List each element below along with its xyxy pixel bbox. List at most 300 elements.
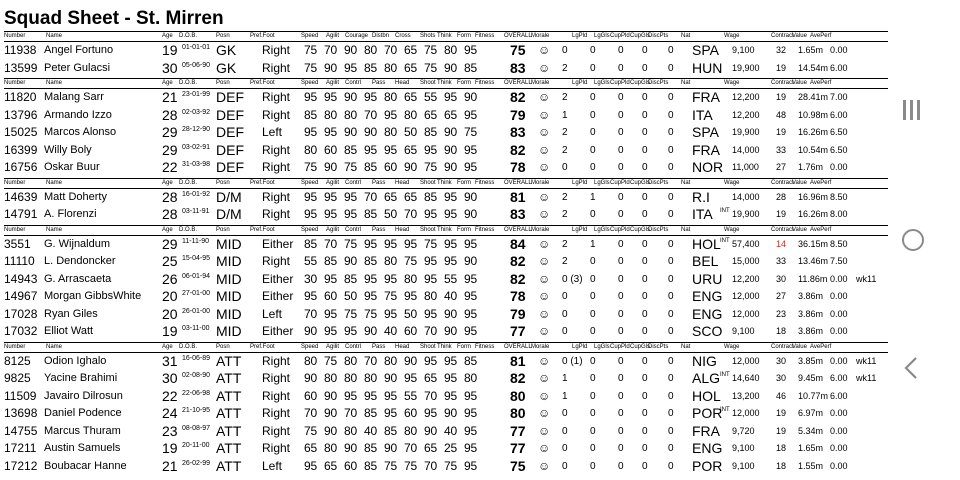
player-aveperf: 6.00 bbox=[830, 62, 848, 73]
player-attribute: 65 bbox=[404, 60, 417, 75]
player-overall: 78 bbox=[510, 159, 526, 175]
player-value: 1.65m bbox=[798, 45, 824, 55]
international-marker: INT bbox=[720, 372, 730, 378]
player-row[interactable] bbox=[4, 423, 888, 441]
player-age: 21 bbox=[162, 89, 178, 105]
back-icon[interactable] bbox=[898, 355, 924, 381]
player-dob: 27-01-00 bbox=[182, 290, 211, 297]
player-row[interactable] bbox=[4, 189, 888, 207]
player-attribute: 65 bbox=[424, 441, 437, 455]
cup-played: 0 bbox=[618, 425, 624, 437]
player-name[interactable]: Armando Izzo bbox=[44, 108, 112, 121]
column-header: Cross bbox=[395, 33, 411, 39]
player-position: MID bbox=[216, 270, 242, 287]
league-played: 2 bbox=[562, 92, 568, 103]
international-marker: INT bbox=[720, 208, 730, 214]
cup-played: 0 bbox=[618, 408, 624, 419]
player-name[interactable]: Willy Boly bbox=[44, 143, 92, 156]
player-dob: 28-12-90 bbox=[182, 126, 211, 133]
cup-played: 0 bbox=[618, 109, 624, 121]
cup-played: 0 bbox=[618, 390, 624, 402]
league-goals: 0 bbox=[590, 127, 596, 138]
column-header: LgGls bbox=[594, 226, 610, 233]
column-header: Pref.Foot bbox=[250, 226, 275, 233]
column-header: Distbn bbox=[372, 33, 390, 39]
player-name[interactable]: Oskar Buur bbox=[44, 161, 100, 173]
column-header: D.O.B. bbox=[179, 343, 198, 350]
column-header: DiscPts bbox=[648, 33, 669, 39]
cup-played: 0 bbox=[618, 355, 624, 367]
column-header: Age bbox=[162, 226, 173, 233]
player-attribute: 95 bbox=[364, 271, 377, 286]
player-row[interactable] bbox=[4, 159, 888, 177]
column-header: CupPld bbox=[610, 179, 630, 186]
column-header: CupGls bbox=[630, 226, 651, 233]
player-attribute: 65 bbox=[324, 458, 337, 473]
player-aveperf: 0.00 bbox=[830, 162, 848, 172]
column-header: CupGls bbox=[630, 179, 651, 186]
player-nationality: HOL bbox=[692, 235, 721, 252]
player-nationality: ITA bbox=[692, 106, 713, 123]
column-header: Number bbox=[4, 226, 26, 233]
player-attribute: 95 bbox=[444, 207, 457, 221]
discipline-points: 0 bbox=[668, 109, 674, 121]
column-header: Head bbox=[395, 226, 410, 233]
column-header: AvePerf bbox=[810, 179, 832, 186]
player-attribute: 70 bbox=[304, 306, 317, 321]
player-attribute: 70 bbox=[424, 388, 437, 403]
player-attribute: 95 bbox=[444, 353, 457, 368]
player-attribute: 80 bbox=[384, 90, 397, 104]
league-played: 2 bbox=[562, 256, 568, 267]
player-attribute: 95 bbox=[424, 306, 437, 321]
player-nationality: SPA bbox=[692, 124, 719, 140]
cup-played: 0 bbox=[618, 273, 624, 285]
player-attribute: 95 bbox=[344, 60, 357, 75]
column-header: Form bbox=[457, 226, 471, 233]
league-played: 2 bbox=[562, 209, 568, 220]
player-attribute: 95 bbox=[304, 207, 317, 221]
player-foot: Either bbox=[262, 271, 294, 286]
player-position: ATT bbox=[216, 370, 242, 386]
column-header: Wage bbox=[724, 80, 740, 86]
player-name[interactable]: Javairo Dilrosun bbox=[44, 389, 123, 402]
column-header: Age bbox=[162, 33, 173, 39]
player-name[interactable]: G. Arrascaeta bbox=[44, 272, 112, 285]
player-age: 22 bbox=[162, 159, 178, 175]
cup-played: 0 bbox=[618, 256, 624, 267]
column-header: Pref.Foot bbox=[250, 33, 275, 39]
column-header: Think bbox=[437, 179, 452, 186]
player-contract: 32 bbox=[776, 45, 787, 55]
player-dob: 02-08-90 bbox=[182, 372, 211, 379]
player-row[interactable] bbox=[4, 405, 888, 423]
page-title: Squad Sheet - St. Mirren bbox=[4, 8, 224, 29]
league-played: 2 bbox=[562, 62, 568, 74]
player-row[interactable] bbox=[4, 206, 888, 224]
player-aveperf: 0.00 bbox=[830, 443, 848, 453]
player-overall: 83 bbox=[510, 124, 526, 140]
player-attribute: 95 bbox=[444, 371, 457, 385]
column-header: AvePerf bbox=[810, 343, 832, 350]
morale-icon: ☺ bbox=[538, 353, 551, 368]
column-header: Speed bbox=[301, 226, 319, 233]
player-nationality: BEL bbox=[692, 253, 719, 269]
player-attribute: 90 bbox=[424, 423, 437, 438]
player-attribute: 95 bbox=[324, 306, 337, 321]
player-row[interactable] bbox=[4, 236, 888, 254]
player-value: 6.97m bbox=[798, 408, 824, 418]
column-header: Shoot bbox=[420, 80, 436, 86]
cup-played: 0 bbox=[618, 127, 624, 138]
player-contract: 14 bbox=[776, 238, 787, 249]
player-name[interactable]: Marcos Alonso bbox=[44, 126, 117, 138]
player-name[interactable]: Morgan GibbsWhite bbox=[44, 290, 142, 302]
column-header: Pass bbox=[372, 226, 386, 233]
player-row[interactable] bbox=[4, 288, 888, 306]
player-attribute: 75 bbox=[344, 236, 357, 251]
player-nationality: POR bbox=[692, 405, 723, 421]
league-played: 0 (1) bbox=[562, 355, 583, 367]
player-name[interactable]: Marcus Thuram bbox=[44, 424, 121, 437]
player-attribute: 95 bbox=[324, 271, 337, 286]
player-contract: 27 bbox=[776, 162, 787, 172]
player-attribute: 55 bbox=[444, 271, 457, 286]
column-header: Speed bbox=[301, 33, 319, 39]
player-row[interactable] bbox=[4, 353, 888, 371]
player-dob: 11-11-90 bbox=[182, 237, 209, 245]
player-overall: 84 bbox=[510, 235, 526, 252]
player-attribute: 70 bbox=[364, 353, 377, 368]
player-value: 1.65m bbox=[798, 443, 824, 453]
player-foot: Right bbox=[262, 423, 291, 438]
player-name[interactable]: A. Florenzi bbox=[44, 208, 97, 220]
player-row[interactable] bbox=[4, 42, 888, 60]
player-number: 17032 bbox=[4, 324, 38, 338]
player-attribute: 90 bbox=[464, 207, 477, 221]
column-header: Number bbox=[4, 179, 26, 186]
player-position: DEF bbox=[216, 89, 244, 105]
player-contract: 19 bbox=[776, 209, 787, 219]
player-row[interactable] bbox=[4, 458, 888, 476]
player-attribute: 65 bbox=[404, 90, 417, 104]
player-row[interactable] bbox=[4, 60, 888, 78]
column-header: Value bbox=[792, 179, 807, 186]
player-wage: 14,000 bbox=[732, 191, 760, 202]
player-overall: 83 bbox=[510, 59, 526, 76]
player-attribute: 95 bbox=[384, 107, 397, 122]
player-name[interactable]: G. Wijnaldum bbox=[44, 237, 111, 250]
column-header: Contrl bbox=[345, 226, 362, 233]
player-attribute: 80 bbox=[364, 371, 377, 385]
player-nationality: NIG bbox=[692, 352, 717, 369]
player-attribute: 75 bbox=[444, 458, 457, 473]
player-dob: 02-03-92 bbox=[182, 108, 211, 116]
player-attribute: 95 bbox=[444, 254, 457, 268]
league-goals: 0 bbox=[590, 162, 596, 173]
player-row[interactable] bbox=[4, 107, 888, 125]
player-aveperf: 0.00 bbox=[830, 408, 848, 418]
player-foot: Either bbox=[262, 289, 294, 303]
column-header: Fitness bbox=[475, 226, 495, 233]
player-attribute: 85 bbox=[304, 236, 317, 251]
league-goals: 1 bbox=[590, 238, 596, 250]
player-nationality: URU bbox=[692, 270, 723, 287]
column-header: Posn bbox=[216, 343, 230, 350]
recents-icon[interactable] bbox=[903, 100, 921, 120]
player-attribute: 90 bbox=[384, 371, 397, 385]
player-attribute: 90 bbox=[344, 125, 357, 139]
player-name[interactable]: Odion Ighalo bbox=[44, 354, 107, 367]
column-header: Speed bbox=[301, 80, 319, 86]
player-name[interactable]: Matt Doherty bbox=[44, 190, 107, 203]
league-played: 1 bbox=[562, 109, 568, 121]
player-dob: 01-01-01 bbox=[182, 44, 211, 51]
player-number: 16756 bbox=[4, 160, 38, 174]
league-goals: 0 bbox=[590, 92, 596, 103]
player-attribute: 65 bbox=[404, 142, 417, 157]
player-attribute: 70 bbox=[324, 236, 337, 251]
morale-icon: ☺ bbox=[538, 60, 551, 75]
league-played: 0 bbox=[562, 443, 568, 454]
morale-icon: ☺ bbox=[538, 324, 551, 338]
player-contract: 19 bbox=[776, 92, 787, 102]
player-attribute: 95 bbox=[324, 207, 337, 221]
player-attribute: 90 bbox=[304, 324, 317, 338]
player-foot: Right bbox=[262, 189, 291, 204]
player-number: 9825 bbox=[4, 371, 31, 385]
player-name[interactable]: Malang Sarr bbox=[44, 91, 104, 103]
player-attribute: 85 bbox=[304, 107, 317, 122]
column-header: Nat bbox=[681, 226, 691, 233]
column-header-row bbox=[4, 226, 888, 236]
column-header: Value bbox=[792, 33, 807, 39]
player-foot: Right bbox=[262, 107, 291, 122]
column-header: OVERALL bbox=[504, 226, 532, 233]
morale-icon: ☺ bbox=[538, 160, 551, 174]
player-group bbox=[4, 78, 888, 177]
column-header: Name bbox=[46, 80, 63, 86]
player-position: D/M bbox=[216, 206, 242, 222]
player-attribute: 95 bbox=[364, 142, 377, 157]
player-attribute: 70 bbox=[424, 458, 437, 473]
player-contract: 18 bbox=[776, 326, 787, 336]
column-header: AvePerf bbox=[810, 80, 832, 86]
morale-icon: ☺ bbox=[538, 289, 551, 303]
player-attribute: 95 bbox=[464, 43, 477, 57]
player-row[interactable] bbox=[4, 440, 888, 458]
player-number: 13796 bbox=[4, 107, 38, 122]
player-attribute: 80 bbox=[344, 423, 357, 438]
player-foot: Right bbox=[262, 441, 291, 455]
league-played: 0 bbox=[562, 308, 568, 320]
player-aveperf: 0.00 bbox=[830, 291, 848, 301]
player-age: 26 bbox=[162, 270, 178, 287]
player-dob: 21-10-95 bbox=[182, 407, 211, 414]
player-contract: 19 bbox=[776, 62, 787, 73]
player-name[interactable]: Ryan Giles bbox=[44, 307, 98, 320]
player-row[interactable] bbox=[4, 323, 888, 341]
player-overall: 80 bbox=[510, 387, 526, 404]
discipline-points: 0 bbox=[668, 425, 674, 437]
player-aveperf: 6.00 bbox=[830, 390, 848, 401]
column-header: Fitness bbox=[475, 80, 495, 86]
player-value: 13.46m bbox=[798, 256, 829, 266]
player-attribute: 95 bbox=[444, 388, 457, 403]
player-attribute: 80 bbox=[404, 107, 417, 122]
cup-goals: 0 bbox=[642, 326, 648, 337]
discipline-points: 0 bbox=[668, 209, 674, 220]
column-header: DiscPts bbox=[648, 343, 669, 350]
player-foot: Right bbox=[262, 388, 291, 403]
cup-played: 0 bbox=[618, 62, 624, 74]
player-aveperf: 7.00 bbox=[830, 92, 848, 102]
player-attribute: 95 bbox=[384, 306, 397, 321]
player-dob: 05-06-90 bbox=[182, 61, 211, 69]
player-attribute: 75 bbox=[384, 458, 397, 473]
column-header: Form bbox=[457, 80, 471, 86]
player-name[interactable]: Angel Fortuno bbox=[44, 44, 114, 56]
player-attribute: 90 bbox=[324, 406, 337, 420]
player-age: 28 bbox=[162, 106, 178, 123]
player-note: wk11 bbox=[856, 355, 877, 366]
player-name[interactable]: Elliot Watt bbox=[44, 325, 94, 337]
player-attribute: 90 bbox=[344, 90, 357, 104]
player-name[interactable]: Peter Gulacsi bbox=[44, 61, 111, 74]
player-attribute: 85 bbox=[364, 60, 377, 75]
column-header: Speed bbox=[301, 179, 319, 186]
player-dob: 26-02-99 bbox=[182, 459, 211, 467]
league-played: 0 (3) bbox=[562, 273, 583, 285]
column-header: Fitness bbox=[475, 179, 495, 186]
player-contract: 23 bbox=[776, 308, 787, 319]
column-header: CupPld bbox=[610, 80, 630, 86]
player-attribute: 85 bbox=[424, 125, 437, 139]
player-attribute: 90 bbox=[344, 254, 357, 268]
player-foot: Left bbox=[262, 458, 283, 473]
league-goals: 0 bbox=[590, 291, 596, 302]
column-header: Pref.Foot bbox=[250, 80, 275, 86]
player-position: DEF bbox=[216, 159, 244, 175]
column-header: LgPld bbox=[572, 80, 588, 86]
android-nav-bar bbox=[890, 0, 960, 480]
player-name[interactable]: L. Dendoncker bbox=[44, 255, 116, 267]
player-number: 15025 bbox=[4, 125, 38, 139]
player-attribute: 95 bbox=[384, 271, 397, 286]
player-row[interactable] bbox=[4, 89, 888, 107]
cup-played: 0 bbox=[618, 326, 624, 337]
player-attribute: 95 bbox=[384, 236, 397, 251]
column-header: Think bbox=[437, 343, 452, 350]
player-contract: 33 bbox=[776, 256, 787, 266]
player-attribute: 95 bbox=[464, 236, 477, 251]
player-aveperf: 0.00 bbox=[830, 308, 848, 319]
league-played: 0 bbox=[562, 45, 568, 56]
player-value: 10.98m bbox=[798, 109, 829, 120]
player-age: 23 bbox=[162, 422, 178, 439]
player-row[interactable] bbox=[4, 124, 888, 142]
cup-played: 0 bbox=[618, 144, 624, 156]
player-attribute: 90 bbox=[324, 60, 337, 75]
player-dob: 03-02-91 bbox=[182, 143, 211, 151]
player-row[interactable] bbox=[4, 142, 888, 160]
column-header: CupPld bbox=[610, 343, 630, 350]
player-foot: Right bbox=[262, 43, 291, 57]
player-number: 8125 bbox=[4, 353, 31, 368]
league-goals: 0 bbox=[590, 308, 596, 320]
column-header: LgGls bbox=[594, 80, 610, 86]
player-wage: 13,200 bbox=[732, 390, 760, 401]
cup-played: 0 bbox=[618, 45, 624, 56]
player-wage: 9,100 bbox=[732, 443, 755, 453]
player-attribute: 95 bbox=[404, 371, 417, 385]
player-aveperf: 0.00 bbox=[830, 45, 848, 55]
column-header: Nat bbox=[681, 80, 691, 86]
player-name[interactable]: Austin Samuels bbox=[44, 442, 121, 454]
player-attribute: 95 bbox=[404, 236, 417, 251]
column-header: Contract bbox=[771, 179, 794, 186]
player-attribute: 70 bbox=[364, 189, 377, 204]
player-name[interactable]: Yacine Brahimi bbox=[44, 372, 118, 384]
morale-icon: ☺ bbox=[538, 142, 551, 157]
player-value: 11.86m bbox=[798, 273, 828, 284]
home-icon[interactable] bbox=[902, 229, 924, 251]
column-header: DiscPts bbox=[648, 179, 669, 186]
column-header: Posn bbox=[216, 226, 230, 233]
player-attribute: 70 bbox=[364, 107, 377, 122]
player-age: 29 bbox=[162, 124, 178, 140]
player-attribute: 95 bbox=[464, 458, 477, 473]
player-number: 13698 bbox=[4, 406, 38, 420]
column-header: Number bbox=[4, 33, 26, 39]
player-wage: 12,200 bbox=[732, 92, 760, 102]
player-attribute: 85 bbox=[344, 271, 357, 286]
column-header: Shoot bbox=[420, 343, 436, 350]
cup-goals: 0 bbox=[642, 373, 648, 384]
player-attribute: 95 bbox=[324, 90, 337, 104]
player-name[interactable]: Daniel Podence bbox=[44, 407, 122, 419]
player-attribute: 80 bbox=[364, 43, 377, 57]
column-header: Shots bbox=[420, 33, 436, 39]
column-header: LgPld bbox=[572, 226, 588, 233]
player-row[interactable] bbox=[4, 388, 888, 406]
player-attribute: 85 bbox=[384, 423, 397, 438]
player-contract: 27 bbox=[776, 291, 787, 301]
player-row[interactable] bbox=[4, 271, 888, 289]
column-header: Courage bbox=[345, 33, 369, 39]
player-foot: Right bbox=[262, 160, 291, 174]
column-header: Posn bbox=[216, 179, 230, 186]
player-contract: 30 bbox=[776, 373, 787, 383]
player-name[interactable]: Boubacar Hanne bbox=[44, 459, 127, 472]
player-value: 36.15m bbox=[798, 238, 829, 249]
player-age: 30 bbox=[162, 370, 178, 386]
player-contract: 46 bbox=[776, 390, 787, 401]
morale-icon: ☺ bbox=[538, 388, 551, 403]
column-header: OVERALL bbox=[504, 33, 532, 39]
international-marker: INT bbox=[720, 237, 730, 244]
player-foot: Right bbox=[262, 371, 291, 385]
column-header: CupGls bbox=[630, 343, 651, 350]
player-row[interactable] bbox=[4, 306, 888, 324]
player-wage: 12,000 bbox=[732, 408, 760, 418]
player-wage: 19,900 bbox=[732, 62, 760, 73]
column-header: Wage bbox=[724, 226, 740, 233]
player-attribute: 75 bbox=[424, 60, 437, 75]
player-row[interactable] bbox=[4, 253, 888, 271]
player-attribute: 60 bbox=[324, 142, 337, 157]
player-row[interactable] bbox=[4, 370, 888, 388]
